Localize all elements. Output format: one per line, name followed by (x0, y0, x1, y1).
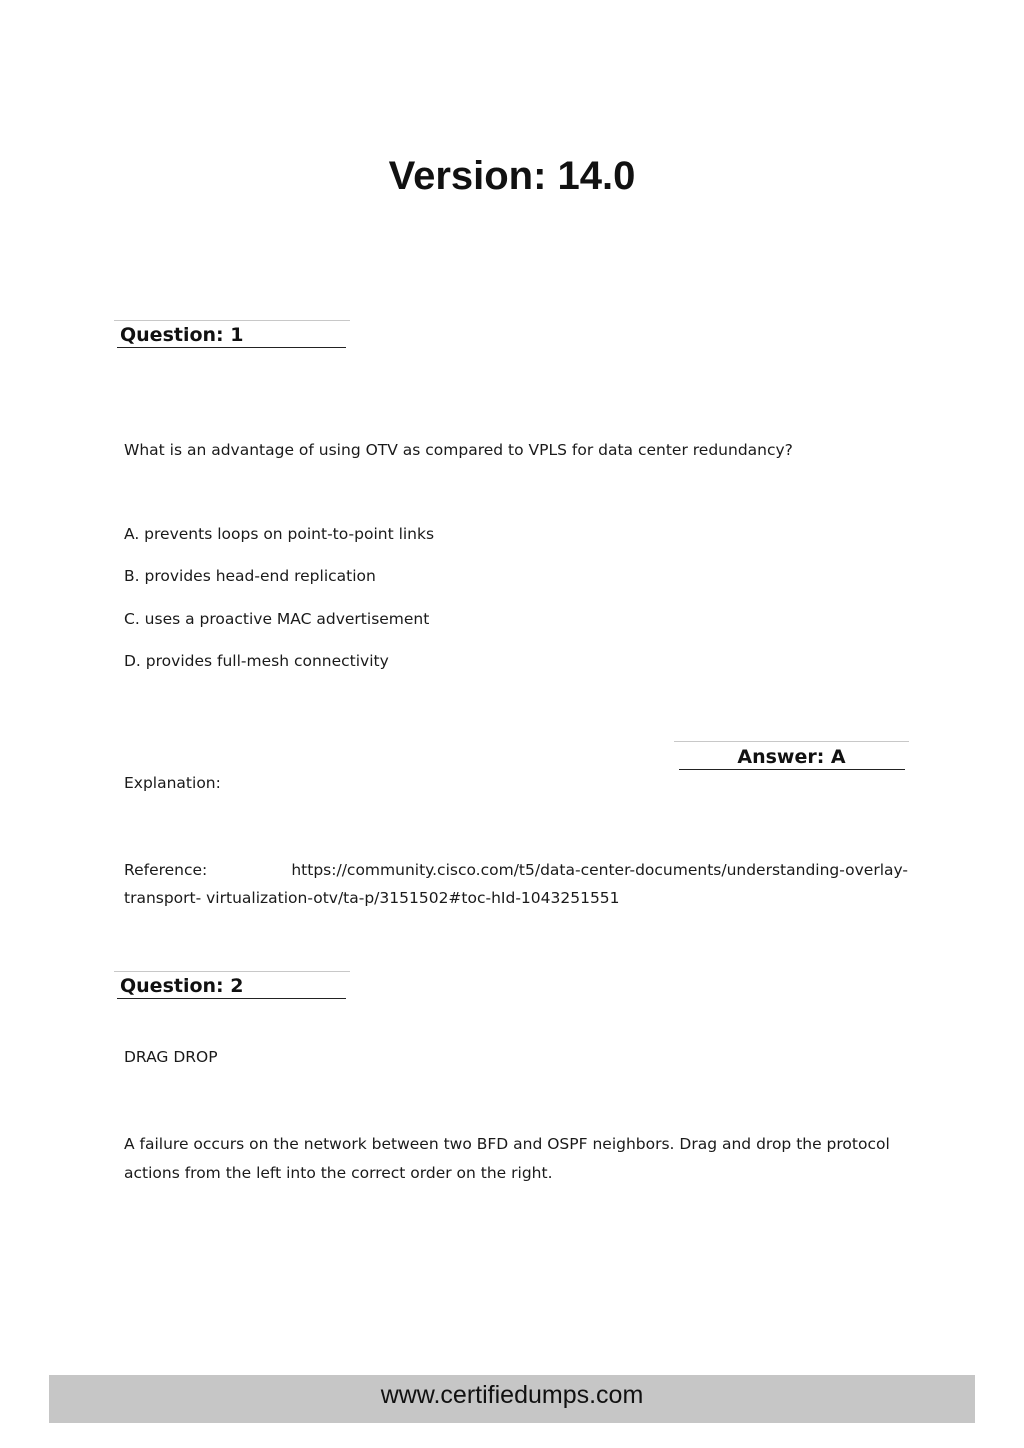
question-2-type: DRAG DROP (124, 1048, 218, 1066)
question-1-option-d: D. provides full-mesh connectivity (124, 652, 389, 670)
footer-bar (49, 1375, 975, 1423)
question-1-label: Question: 1 (120, 324, 244, 346)
question-2-label: Question: 2 (120, 975, 244, 997)
question-2-prompt-line-1: A failure occurs on the network between two BFD and OSPF neighbors. Drag and drop the protocol (124, 1135, 890, 1153)
answer-underline (679, 769, 905, 770)
question-2-underline (117, 998, 346, 999)
question-1-option-b: B. provides head-end replication (124, 567, 376, 585)
question-1-prompt: What is an advantage of using OTV as compared to VPLS for data center redundancy? (124, 441, 793, 459)
question-2-prompt-line-2: actions from the left into the correct order on the right. (124, 1164, 553, 1182)
explanation-label: Explanation: (124, 774, 221, 792)
reference-link-part2[interactable]: transport- virtualization-otv/ta-p/3151502#toc-hId-1043251551 (124, 889, 620, 907)
question-1-option-a: A. prevents loops on point-to-point links (124, 525, 435, 543)
reference-block (124, 856, 908, 912)
answer-label: Answer: A (737, 746, 846, 768)
footer-site-link[interactable]: www.certifiedumps.com (380, 1381, 644, 1409)
question-2-header (114, 971, 350, 1000)
question-1-option-c: C. uses a proactive MAC advertisement (124, 610, 430, 628)
reference-link-part1[interactable]: https://community.cisco.com/t5/data-center-documents/understanding-overlay- (291, 861, 908, 879)
question-1-header (114, 320, 350, 349)
reference-label: Reference: (124, 861, 208, 879)
answer-box (674, 741, 909, 770)
version-title: Version: 14.0 (388, 154, 636, 198)
question-1-underline (117, 347, 346, 348)
